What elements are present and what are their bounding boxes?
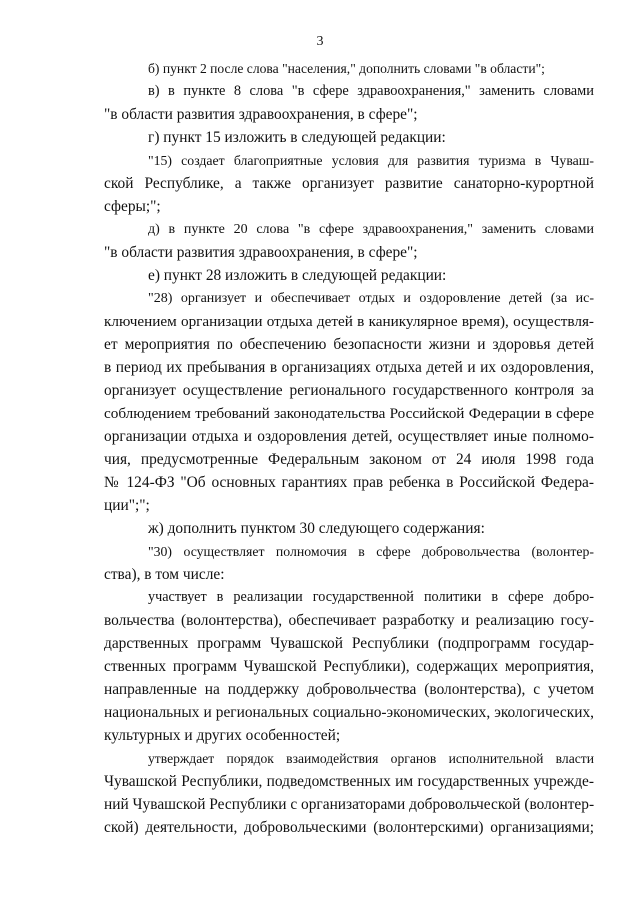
- text-line: г) пункт 15 изложить в следующей редакции:: [148, 129, 446, 146]
- text-line: б) пункт 2 после слова "населения," дополнить словами "в области";: [148, 61, 545, 76]
- text-line: № 124-ФЗ "Об основных гарантиях прав ребенка в Российской Федера-: [104, 474, 594, 491]
- text-line: организации отдыха и оздоровления детей, осуществляет иные полномо-: [104, 428, 594, 445]
- text-line: в) в пункте 8 слова "в сфере здравоохранения," заменить словами: [148, 83, 594, 99]
- text-line: "в области развития здравоохранения, в сфере";: [104, 106, 418, 123]
- text-line: ний Чувашской Республики с организаторами добровольческой (волонтер-: [104, 796, 595, 813]
- text-line: вольчества (волонтерства), обеспечивает разработку и реализацию госу-: [104, 612, 594, 629]
- text-line: ской Республике, а также организует развитие санаторно-курортной: [104, 175, 594, 192]
- text-line: чия, предусмотренные Федеральным законом от 24 июля 1998 года: [104, 451, 594, 468]
- text-line: "в области развития здравоохранения, в сфере";: [104, 244, 418, 261]
- text-line: в период их пребывания в организациях отдыха детей и их оздоровления,: [104, 359, 594, 376]
- text-line: ской) деятельности, добровольческими (волонтерскими) организациями;: [104, 819, 594, 836]
- text-line: ственных программ Чувашской Республики), содержащих мероприятия,: [104, 658, 594, 675]
- text-line: "28) организует и обеспечивает отдых и оздоровление детей (за ис-: [148, 291, 594, 306]
- page-number: 3: [316, 34, 324, 49]
- document-body: [104, 57, 594, 839]
- text-line: дарственных программ Чувашской Республики (подпрограмм государ-: [104, 635, 594, 652]
- text-line: ет мероприятия по обеспечению безопасности жизни и здоровья детей: [104, 336, 594, 353]
- text-line: ж) дополнить пунктом 30 следующего содержания:: [148, 520, 485, 537]
- text-line: д) в пункте 20 слова "в сфере здравоохранения," заменить словами: [148, 222, 594, 237]
- text-line: национальных и региональных социально-экономических, экологических,: [104, 704, 594, 721]
- text-line: участвует в реализации государственной политики в сфере добро-: [148, 589, 594, 605]
- text-line: "15) создает благоприятные условия для развития туризма в Чуваш-: [148, 153, 594, 168]
- text-line: ства), в том числе:: [104, 566, 225, 583]
- text-line: направленные на поддержку добровольчества (волонтерства), с учетом: [104, 681, 594, 698]
- text-line: соблюдением требований законодательства Российской Федерации в сфере: [104, 405, 594, 422]
- text-line: ключением организации отдыха детей в каникулярное время), осуществля-: [104, 313, 594, 330]
- text-line: "30) осуществляет полномочия в сфере добровольчества (волонтер-: [148, 544, 594, 559]
- text-line: Чувашской Республики, подведомственных им государственных учрежде-: [104, 773, 594, 790]
- text-line: культурных и других особенностей;: [104, 727, 341, 744]
- text-line: е) пункт 28 изложить в следующей редакции:: [148, 267, 447, 284]
- text-line: ции";";: [104, 497, 150, 514]
- text-line: организует осуществление регионального государственного контроля за: [104, 382, 594, 399]
- text-line: утверждает порядок взаимодействия органов исполнительной власти: [148, 751, 594, 766]
- text-line: сферы;";: [104, 198, 161, 215]
